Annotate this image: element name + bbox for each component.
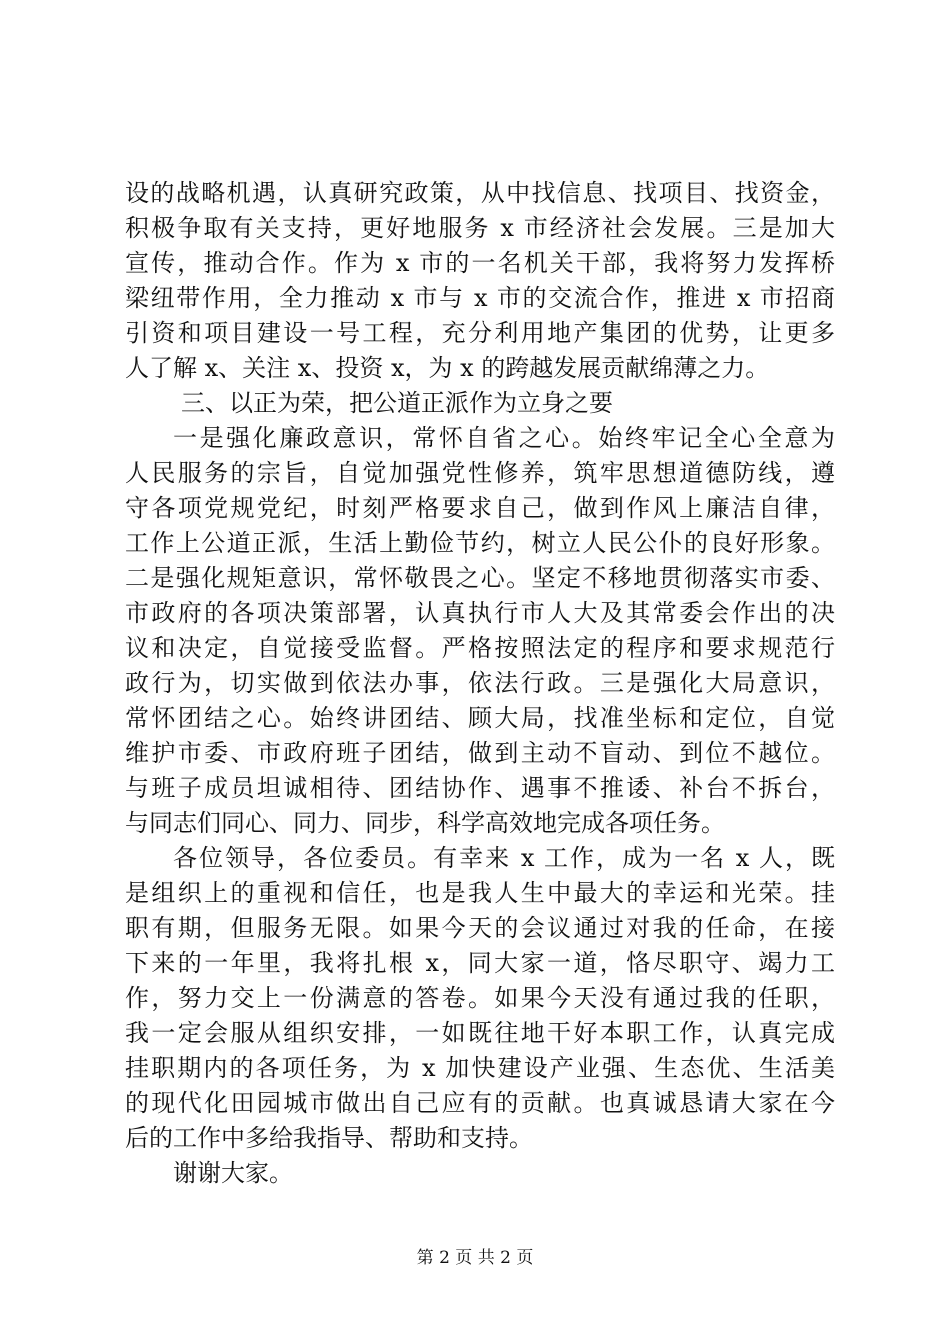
body-line: 积极争取有关支持，更好地服务 x 市经济社会发展。三是加大 [125, 214, 835, 242]
body-line: 职有期，但服务无限。如果今天的会议通过对我的任命，在接 [125, 914, 835, 942]
closing-line: 谢谢大家。 [173, 1159, 293, 1187]
body-line: 人了解 x、关注 x、投资 x，为 x 的跨越发展贡献绵薄之力。 [125, 354, 770, 382]
body-line: 的现代化田园城市做出自己应有的贡献。也真诚恳请大家在今 [125, 1089, 835, 1117]
body-line: 与班子成员坦诚相待、团结协作、遇事不推诿、补台不拆台， [125, 774, 835, 802]
body-line: 引资和项目建设一号工程，充分利用地产集团的优势，让更多 [125, 319, 835, 347]
body-line: 设的战略机遇，认真研究政策，从中找信息、找项目、找资金， [125, 179, 835, 207]
body-line: 宣传，推动合作。作为 x 市的一名机关干部，我将努力发挥桥 [125, 249, 835, 277]
body-line: 各位领导，各位委员。有幸来 x 工作，成为一名 x 人，既 [173, 844, 835, 872]
body-line: 是组织上的重视和信任，也是我人生中最大的幸运和光荣。挂 [125, 879, 835, 907]
body-line: 我一定会服从组织安排，一如既往地干好本职工作，认真完成 [125, 1019, 835, 1047]
body-line: 工作上公道正派，生活上勤俭节约，树立人民公仆的良好形象。 [125, 529, 835, 557]
body-line: 议和决定，自觉接受监督。严格按照法定的程序和要求规范行 [125, 634, 835, 662]
body-line: 作，努力交上一份满意的答卷。如果今天没有通过我的任职， [125, 984, 835, 1012]
body-line: 维护市委、市政府班子团结，做到主动不盲动、到位不越位。 [125, 739, 835, 767]
body-line: 一是强化廉政意识，常怀自省之心。始终牢记全心全意为 [173, 424, 835, 452]
body-line: 下来的一年里，我将扎根 x，同大家一道，恪尽职守、竭力工 [125, 949, 835, 977]
document-body [125, 176, 835, 1191]
body-line: 政行为，切实做到依法办事，依法行政。三是强化大局意识， [125, 669, 835, 697]
section-heading: 三、以正为荣，把公道正派作为立身之要 [181, 389, 613, 417]
body-line: 二是强化规矩意识，常怀敬畏之心。坚定不移地贯彻落实市委、 [125, 564, 835, 592]
body-line: 人民服务的宗旨，自觉加强党性修养，筑牢思想道德防线，遵 [125, 459, 835, 487]
body-line: 挂职期内的各项任务，为 x 加快建设产业强、生态优、生活美 [125, 1054, 835, 1082]
body-line: 守各项党规党纪，时刻严格要求自己，做到作风上廉洁自律， [125, 494, 835, 522]
body-line: 常怀团结之心。始终讲团结、顾大局，找准坐标和定位，自觉 [125, 704, 835, 732]
body-line: 与同志们同心、同力、同步，科学高效地完成各项任务。 [125, 809, 725, 837]
body-line: 市政府的各项决策部署，认真执行市人大及其常委会作出的决 [125, 599, 835, 627]
body-line: 梁纽带作用，全力推动 x 市与 x 市的交流合作，推进 x 市招商 [125, 284, 835, 312]
page-number-footer: 第 2 页 共 2 页 [416, 1248, 534, 1268]
body-line: 后的工作中多给我指导、帮助和支持。 [125, 1124, 533, 1152]
